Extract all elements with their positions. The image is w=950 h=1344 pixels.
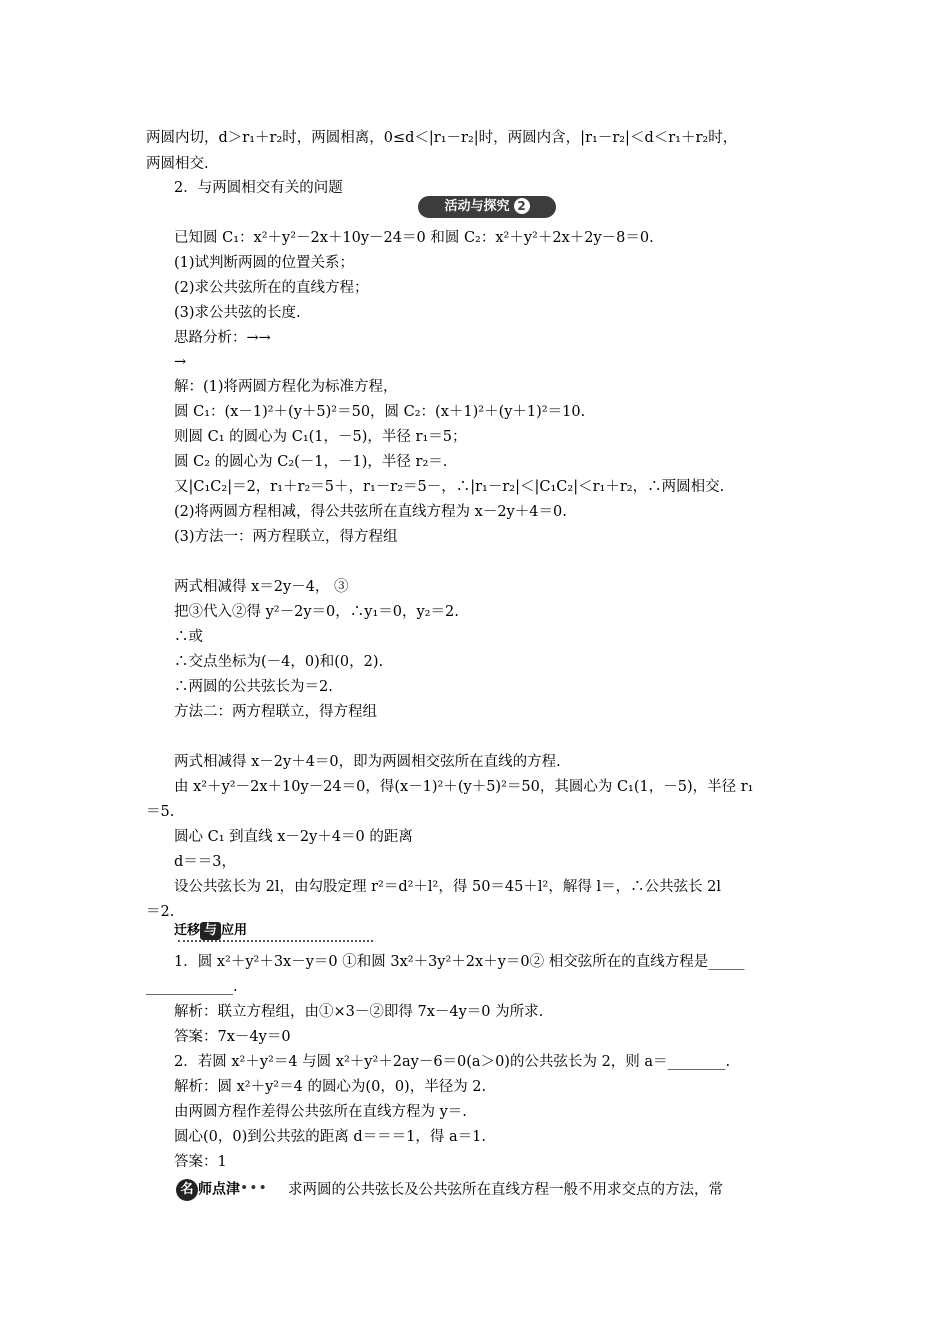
text-line: (1)试判断两圆的位置关系；	[174, 255, 355, 271]
text-line: d＝＝3，	[174, 854, 237, 870]
text-line: 圆 C₁：(x－1)²＋(y＋5)²＝50，圆 C₂：(x＋1)²＋(y＋1)²＝10.	[174, 404, 586, 420]
text-line: ＝5.	[146, 804, 175, 820]
text-line: 解析：联立方程组，由①×3－②即得 7x－4y＝0 为所求.	[174, 1004, 544, 1020]
text-line: 把③代入②得 y²－2y＝0，∴y₁＝0，y₂＝2.	[174, 604, 459, 620]
teacher-note-text: 求两圆的公共弦长及公共弦所在直线方程一般不用求交点的方法，常	[288, 1182, 723, 1198]
teacher-note-dots: •••	[240, 1180, 268, 1197]
text-line: →	[174, 354, 187, 370]
text-line: 圆心(0，0)到公共弦的距离 d＝＝＝1，得 a＝1.	[174, 1129, 486, 1145]
text-line: ＝2.	[146, 904, 175, 920]
text-line: (3)求公共弦的长度.	[174, 305, 301, 321]
text-line: 答案：7x－4y＝0	[174, 1029, 291, 1045]
activity-banner	[418, 196, 556, 218]
text-line: ____________.	[146, 979, 238, 995]
text-line: 已知圆 C₁：x²＋y²－2x＋10y－24＝0 和圆 C₂：x²＋y²＋2x＋2y－8＝0.	[174, 230, 654, 246]
section-part2: 与	[200, 922, 221, 940]
banner-number: 2	[514, 198, 530, 214]
text-line: 圆心 C₁ 到直线 x－2y＋4＝0 的距离	[174, 829, 413, 845]
text-line: 则圆 C₁ 的圆心为 C₁(1，－5)，半径 r₁＝5；	[174, 429, 467, 445]
text-line: 由 x²＋y²－2x＋10y－24＝0，得(x－1)²＋(y＋5)²＝50，其圆心为 C₁(1，－5)，半径 r₁	[174, 779, 754, 795]
text-line: 由两圆方程作差得公共弦所在直线方程为 y＝.	[174, 1104, 467, 1120]
text-line: 圆 C₂ 的圆心为 C₂(－1，－1)，半径 r₂＝.	[174, 454, 448, 470]
text-line: ∴交点坐标为(－4，0)和(0，2).	[174, 654, 384, 670]
text-line: 两式相减得 x＝2y－4， ③	[174, 579, 349, 595]
text-line: 解析：圆 x²＋y²＝4 的圆心为(0，0)，半径为 2.	[174, 1079, 487, 1095]
text-line: ∴或	[174, 629, 203, 645]
text-line: 又|C₁C₂|＝2，r₁＋r₂＝5＋，r₁－r₂＝5－，∴|r₁－r₂|＜|C₁C₂|＜r₁＋r₂，∴两圆相交.	[174, 479, 725, 495]
teacher-badge-icon: 名	[176, 1179, 198, 1201]
banner-label: 活动与探究	[444, 199, 510, 214]
teacher-note-badge	[176, 1178, 282, 1202]
teacher-note-label: 师点津	[198, 1181, 240, 1198]
text-line: 设公共弦长为 2l，由勾股定理 r²＝d²＋l²，得 50＝45＋l²，解得 l＝，∴公共弦长 2l	[174, 879, 722, 895]
section-part3: 应用	[221, 923, 248, 938]
text-line: (2)求公共弦所在的直线方程；	[174, 280, 369, 296]
text-line: 2．与两圆相交有关的问题	[174, 180, 343, 196]
text-line: (2)将两圆方程相减，得公共弦所在直线方程为 x－2y＋4＝0.	[174, 504, 567, 520]
text-line: 1．圆 x²＋y²＋3x－y＝0 ①和圆 3x²＋3y²＋2x＋y＝0② 相交弦所在的直线方程是_____	[174, 954, 745, 970]
text-line: 思路分析：→→	[174, 330, 271, 346]
text-line: 两式相减得 x－2y＋4＝0，即为两圆相交弦所在直线的方程.	[174, 754, 561, 770]
text-line: 答案：1	[174, 1154, 227, 1170]
text-line: 解：(1)将两圆方程化为标准方程，	[174, 379, 398, 395]
section-part1: 迁移	[174, 923, 201, 938]
section-heading	[174, 922, 247, 940]
text-line: 两圆内切，d＞r₁＋r₂时，两圆相离，0≤d＜|r₁－r₂|时，两圆内含，|r₁－r₂|＜d＜r₁＋r₂时，	[146, 130, 738, 146]
section-divider	[178, 940, 373, 942]
text-line: 2．若圆 x²＋y²＝4 与圆 x²＋y²＋2ay－6＝0(a＞0)的公共弦长为 2，则 a＝________.	[174, 1054, 731, 1070]
text-line: 方法二：两方程联立，得方程组	[174, 704, 377, 720]
text-line: ∴两圆的公共弦长为＝2.	[174, 679, 333, 695]
text-line: (3)方法一：两方程联立，得方程组	[174, 529, 398, 545]
text-line: 两圆相交.	[146, 156, 209, 172]
